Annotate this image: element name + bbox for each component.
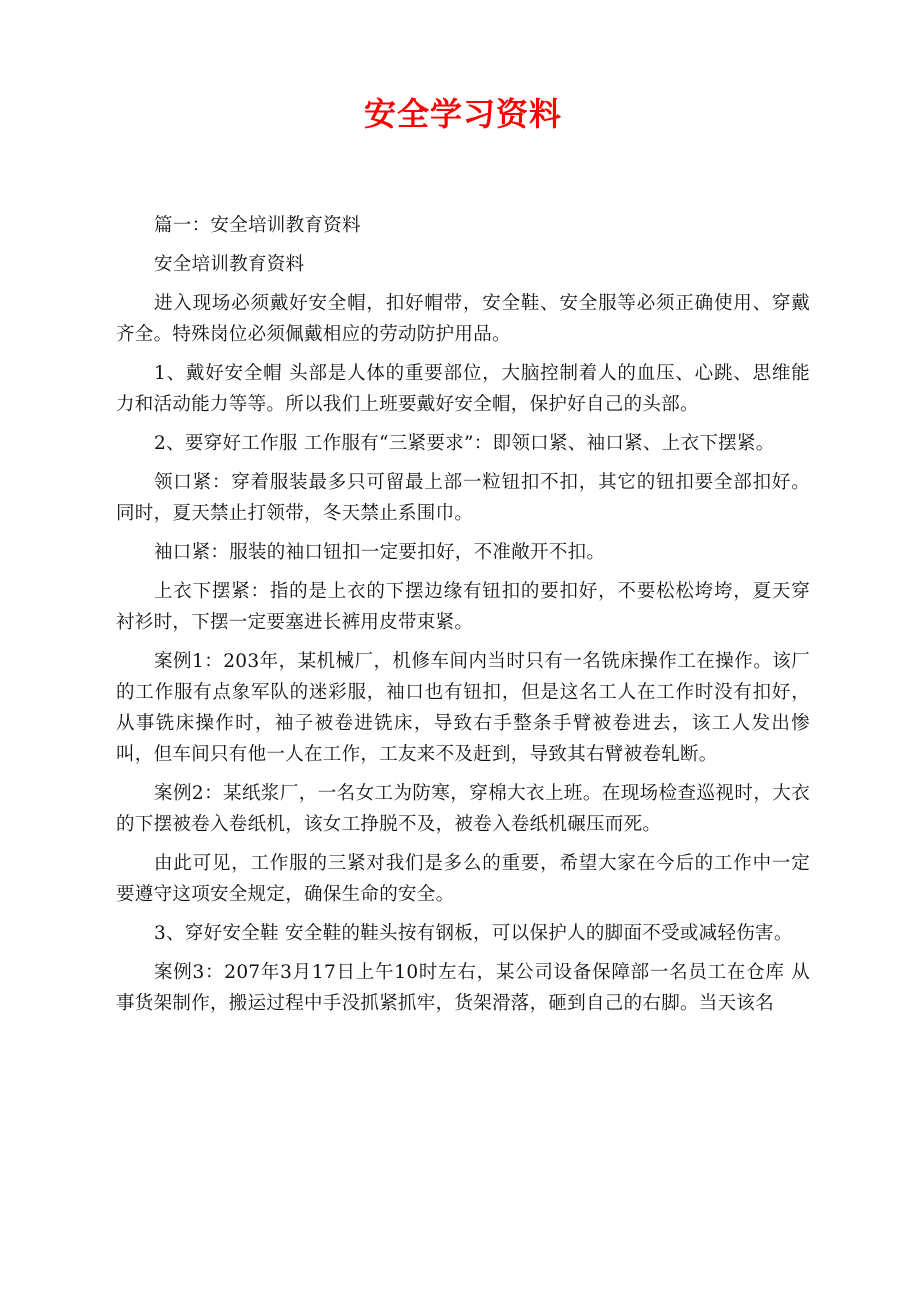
paragraph-case: 案例3：207年3月17日上午10时左右，某公司设备保障部一名员工在仓库 从事货架制作，搬运过程中手没抓紧抓牢，货架滑落，砸到自己的右脚。当天该名 xyxy=(116,962,810,1014)
paragraph: 2、要穿好工作服 工作服有“三紧要求”：即领口紧、袖口紧、上衣下摆紧。 xyxy=(154,433,775,454)
paragraph: 1、戴好安全帽 头部是人体的重要部位，大脑控制着人的血压、心跳、思维能力和活动能力等等。所以我们上班要戴好安全帽，保护好自己的头部。 xyxy=(116,363,810,415)
paragraph: 3、穿好安全鞋 安全鞋的鞋头按有钢板，可以保护人的脚面不受或减轻伤害。 xyxy=(154,923,793,944)
paragraph-case: 案例2：某纸浆厂，一名女工为防寒，穿棉大衣上班。在现场检查巡视时，大衣的下摆被卷入卷纸机，该女工挣脱不及，被卷入卷纸机碾压而死。 xyxy=(116,783,810,835)
paragraph: 领口紧：穿着服装最多只可留最上部一粒钮扣不扣，其它的钮扣要全部扣好。同时，夏天禁止打领带，冬天禁止系围巾。 xyxy=(116,472,810,524)
paragraph: 进入现场必须戴好安全帽，扣好帽带，安全鞋、安全服等必须正确使用、穿戴齐全。特殊岗位必须佩戴相应的劳动防护用品。 xyxy=(116,293,810,345)
document-title: 安全学习资料 xyxy=(363,95,562,133)
paragraph: 袖口紧：服装的袖口钮扣一定要扣好，不准敞开不扣。 xyxy=(154,542,606,563)
paragraph-subtitle: 安全培训教育资料 xyxy=(154,254,305,275)
paragraph-case: 案例1：203年，某机械厂，机修车间内当时只有一名铣床操作工在操作。该厂的工作服有点象军队的迷彩服，袖口也有钮扣，但是这名工人在工作时没有扣好，从事铣床操作时，袖子被卷进铣床，导致右手整条手臂被卷进去，该工人发出惨叫，但车间只有他一人在工作，工友来不及赶到，导致其右臂被卷轧断。 xyxy=(116,651,810,765)
paragraph: 上衣下摆紧：指的是上衣的下摆边缘有钮扣的要扣好，不要松松垮垮，夏天穿衬衫时，下摆一定要塞进长裤用皮带束紧。 xyxy=(116,581,810,633)
document-body xyxy=(116,210,810,1019)
paragraph: 由此可见，工作服的三紧对我们是多么的重要，希望大家在今后的工作中一定要遵守这项安全规定，确保生命的安全。 xyxy=(116,853,810,905)
paragraph-section-heading: 篇一：安全培训教育资料 xyxy=(154,215,361,236)
